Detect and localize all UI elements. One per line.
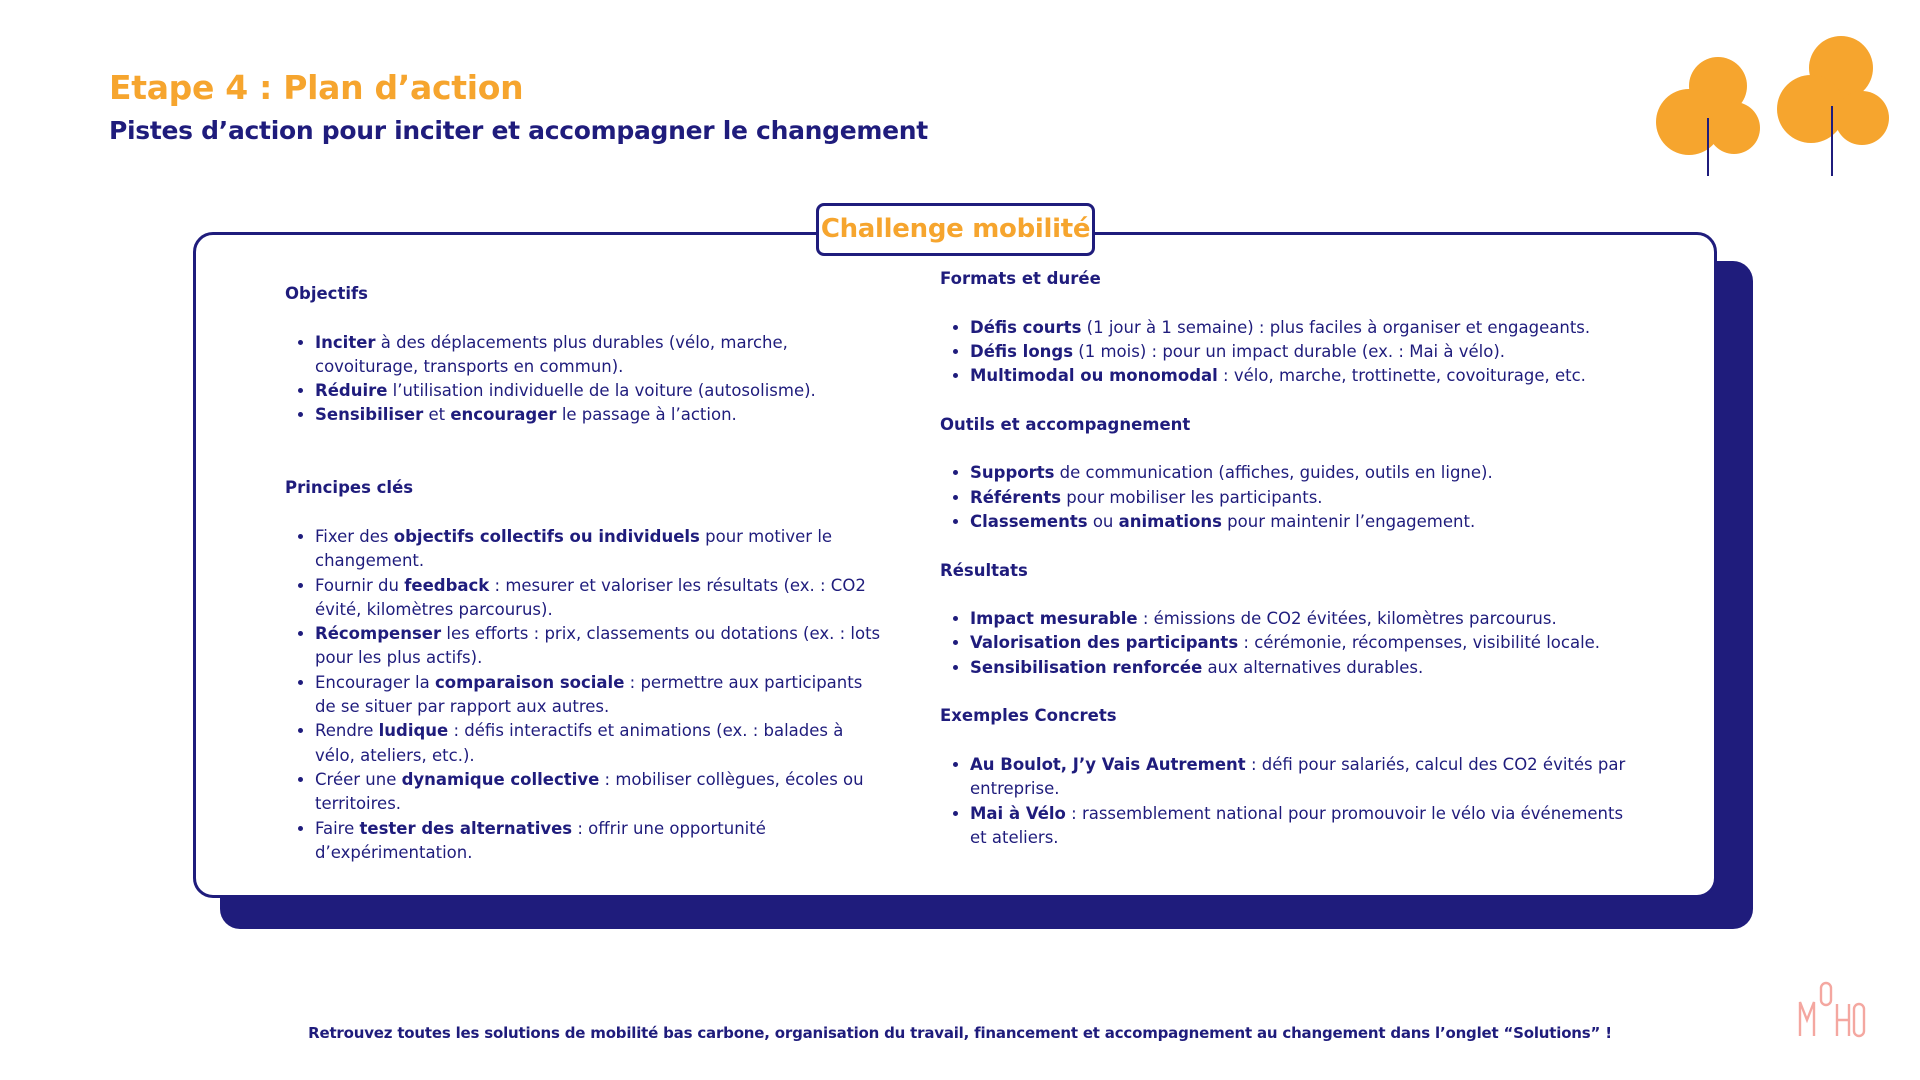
section-title: Résultats: [940, 560, 1028, 580]
bold-text: dynamique collective: [401, 769, 600, 789]
bold-text: Supports: [970, 463, 1055, 483]
section-title: Formats et durée: [940, 269, 1101, 288]
footer-note: Retrouvez toutes les solutions de mobilité bas carbone, organisation du travail, financement et accompagnement au changement dans l’onglet “Solutions” !: [308, 1024, 1612, 1042]
list-item: [970, 802, 1640, 851]
bold-text: ludique: [378, 721, 449, 741]
text-segment: : défis interactifs et animations (ex. : balades à vélo, ateliers, etc.).: [315, 721, 844, 765]
list-item: [315, 379, 885, 403]
bold-text: tester des alternatives: [359, 818, 573, 838]
list-item: [970, 510, 1640, 534]
list-item: [315, 719, 885, 768]
bold-text: comparaison sociale: [435, 672, 625, 692]
text-segment: Rendre: [315, 721, 379, 741]
text-segment: : émissions de CO2 évitées, kilomètres parcourus.: [1137, 609, 1557, 629]
bold-text: Classements: [970, 511, 1088, 531]
list-item: [970, 607, 1640, 631]
text-segment: pour maintenir l’engagement.: [1221, 511, 1476, 531]
bold-text: objectifs collectifs ou individuels: [393, 526, 700, 546]
text-segment: et: [423, 405, 451, 425]
text-segment: Créer une: [315, 769, 402, 789]
bold-text: encourager: [450, 405, 557, 425]
text-segment: les efforts : prix, classements ou dotations (ex. : lots pour les plus actifs).: [315, 624, 881, 668]
bullet-list: [285, 525, 885, 865]
list-item: [315, 525, 885, 574]
left-column: [285, 282, 885, 865]
list-item: [315, 403, 885, 427]
tree-icon: [1655, 34, 1895, 184]
text-segment: à des déplacements plus durables (vélo, marche, covoiturage, transports en commun).: [315, 332, 788, 376]
list-item: [970, 656, 1640, 680]
list-item: [970, 340, 1640, 364]
text-segment: : offrir une opportunité d’expérimentation.: [315, 818, 766, 862]
text-segment: : vélo, marche, trottinette, covoiturage, etc.: [1217, 366, 1586, 386]
section-title: Objectifs: [285, 284, 369, 303]
bold-text: Sensibiliser: [315, 405, 424, 425]
text-segment: (1 jour à 1 semaine) : plus faciles à organiser et engageants.: [1081, 317, 1591, 337]
list-item: [970, 631, 1640, 655]
text-segment: l’utilisation individuelle de la voiture (autosolisme).: [387, 381, 816, 401]
section-title: Principes clés: [285, 478, 414, 498]
bold-text: Référents: [970, 487, 1062, 507]
list-item: [970, 364, 1640, 388]
bullet-list: [940, 753, 1640, 850]
card-badge: Challenge mobilité: [816, 203, 1095, 256]
section-title: Outils et accompagnement: [940, 414, 1191, 434]
list-item: [970, 753, 1640, 802]
text-segment: Fixer des: [315, 526, 394, 546]
text-segment: : cérémonie, récompenses, visibilité locale.: [1238, 633, 1601, 653]
text-segment: : rassemblement national pour promouvoir le vélo via événements et ateliers.: [970, 803, 1624, 847]
list-item: [970, 461, 1640, 485]
section-title: Exemples Concrets: [940, 706, 1117, 726]
bold-text: Au Boulot, J’y Vais Autrement: [970, 754, 1246, 774]
text-segment: ou: [1087, 511, 1119, 531]
moho-logo: [1797, 980, 1867, 1040]
bullet-list: [940, 461, 1640, 534]
text-segment: : mobiliser collègues, écoles ou territoires.: [315, 769, 864, 814]
bold-text: Multimodal ou monomodal: [970, 366, 1218, 386]
bold-text: Impact mesurable: [970, 609, 1138, 629]
bullet-list: [940, 316, 1640, 389]
text-segment: Fournir du: [315, 575, 405, 595]
bold-text: Valorisation des participants: [970, 633, 1239, 653]
bold-text: Défis courts: [970, 317, 1082, 337]
text-segment: : permettre aux participants de se situer par rapport aux autres.: [315, 672, 863, 717]
bold-text: Mai à Vélo: [970, 803, 1066, 823]
text-segment: (1 mois) : pour un impact durable (ex. : Mai à vélo).: [1073, 341, 1506, 361]
bold-text: Récompenser: [315, 624, 442, 644]
text-segment: aux alternatives durables.: [1202, 657, 1424, 677]
bullet-list: [940, 607, 1640, 680]
list-item: [315, 817, 885, 866]
text-segment: Faire: [315, 818, 360, 838]
list-item: [970, 316, 1640, 340]
text-segment: : défi pour salariés, calcul des CO2 évités par entreprise.: [970, 754, 1626, 799]
list-item: [315, 574, 885, 623]
list-item: [970, 486, 1640, 510]
bold-text: Sensibilisation renforcée: [970, 657, 1203, 677]
page-subtitle: Pistes d’action pour inciter et accompagner le changement: [109, 116, 928, 145]
bold-text: Inciter: [315, 332, 376, 352]
bold-text: feedback: [404, 575, 490, 595]
list-item: [315, 622, 885, 671]
list-item: [315, 671, 885, 720]
bold-text: Réduire: [315, 381, 388, 401]
bullet-list: [285, 331, 885, 428]
text-segment: le passage à l’action.: [556, 405, 737, 425]
list-item: [315, 768, 885, 817]
text-segment: de communication (affiches, guides, outils en ligne).: [1054, 463, 1493, 483]
right-column: [940, 267, 1640, 850]
text-segment: : mesurer et valoriser les résultats (ex. : CO2 évité, kilomètres parcourus).: [315, 575, 866, 619]
text-segment: pour mobiliser les participants.: [1061, 487, 1323, 507]
bold-text: Défis longs: [970, 341, 1074, 361]
list-item: [315, 331, 885, 380]
bold-text: animations: [1118, 511, 1222, 531]
page-title: Etape 4 : Plan d’action: [109, 68, 524, 107]
text-segment: pour motiver le changement.: [315, 526, 833, 571]
text-segment: Encourager la: [315, 672, 435, 692]
